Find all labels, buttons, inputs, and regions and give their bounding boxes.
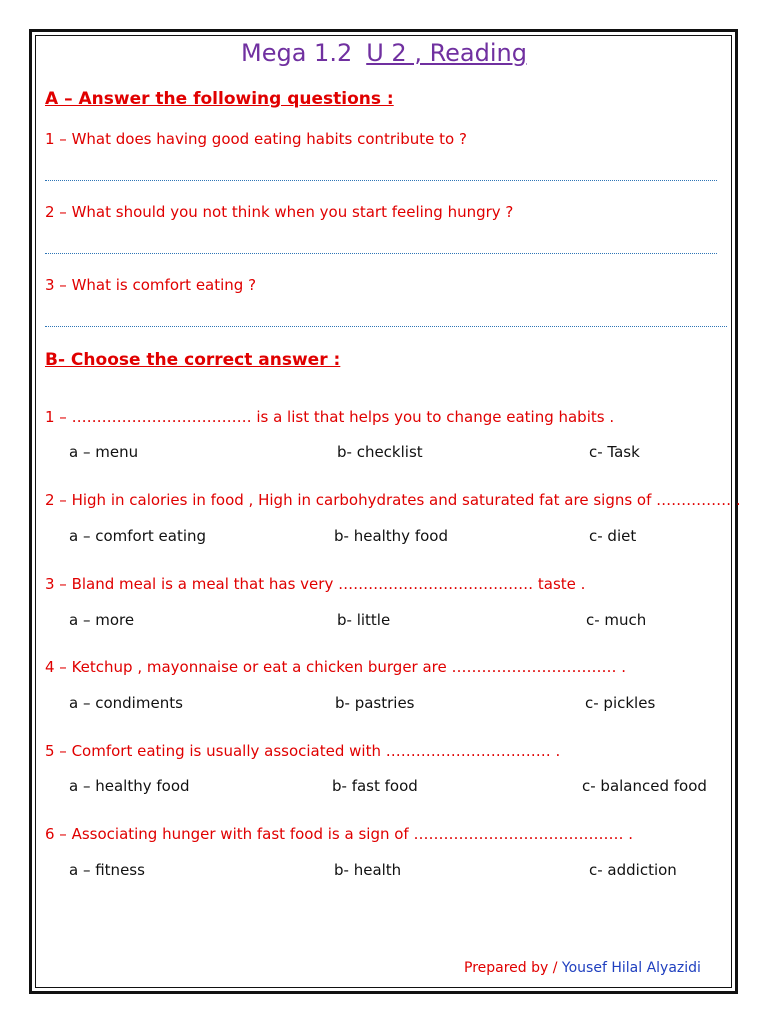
option-b1-b[interactable]: b- checklist	[337, 443, 423, 461]
option-b3-a[interactable]: a – more	[69, 611, 135, 629]
question-b4: 4 – Ketchup , mayonnaise or eat a chicken burger are …………………………… .	[45, 658, 627, 676]
question-b2: 2 – High in calories in food , High in carbohydrates and saturated fat are signs of …………… .	[45, 491, 741, 509]
question-b1: 1 – ……………………………… is a list that helps you to change eating habits .	[45, 408, 615, 426]
option-b6-b[interactable]: b- health	[334, 861, 402, 879]
question-a3: 3 – What is comfort eating ?	[45, 276, 257, 294]
option-b3-c[interactable]: c- much	[586, 611, 647, 629]
answer-line-a2[interactable]	[45, 253, 717, 254]
option-b3-b[interactable]: b- little	[337, 611, 391, 629]
question-b6: 6 – Associating hunger with fast food is a sign of …………………………………… .	[45, 825, 634, 843]
question-a1: 1 – What does having good eating habits contribute to ?	[45, 130, 467, 148]
question-b3: 3 – Bland meal is a meal that has very ………………………………… taste .	[45, 575, 586, 593]
section-a-heading: A – Answer the following questions :	[45, 89, 394, 109]
question-b5: 5 – Comfort eating is usually associated with …………………………… .	[45, 742, 561, 760]
option-b1-a[interactable]: a – menu	[69, 443, 139, 461]
option-b5-b[interactable]: b- fast food	[332, 777, 418, 795]
option-b5-a[interactable]: a – healthy food	[69, 777, 190, 795]
option-b4-b[interactable]: b- pastries	[335, 694, 415, 712]
option-b2-b[interactable]: b- healthy food	[334, 527, 448, 545]
option-b4-a[interactable]: a – condiments	[69, 694, 183, 712]
credit-name: Yousef Hilal Alyazidi	[561, 960, 701, 976]
option-b4-c[interactable]: c- pickles	[585, 694, 656, 712]
worksheet-title	[0, 39, 768, 67]
title-unit: U 2 , Reading	[366, 39, 527, 67]
answer-line-a1[interactable]	[45, 180, 717, 181]
title-main: Mega 1.2	[241, 39, 353, 67]
option-b5-c[interactable]: c- balanced food	[582, 777, 707, 795]
section-b-heading: B- Choose the correct answer :	[45, 350, 341, 370]
option-b1-c[interactable]: c- Task	[589, 443, 640, 461]
option-b2-c[interactable]: c- diet	[589, 527, 637, 545]
page-border-inner	[35, 35, 732, 988]
option-b6-a[interactable]: a – fitness	[69, 861, 145, 879]
credit-prefix: Prepared by /	[464, 960, 562, 976]
option-b6-c[interactable]: c- addiction	[589, 861, 677, 879]
option-b2-a[interactable]: a – comfort eating	[69, 527, 207, 545]
question-a2: 2 – What should you not think when you start feeling hungry ?	[45, 203, 514, 221]
answer-line-a3[interactable]	[45, 326, 727, 327]
author-credit	[464, 960, 701, 976]
